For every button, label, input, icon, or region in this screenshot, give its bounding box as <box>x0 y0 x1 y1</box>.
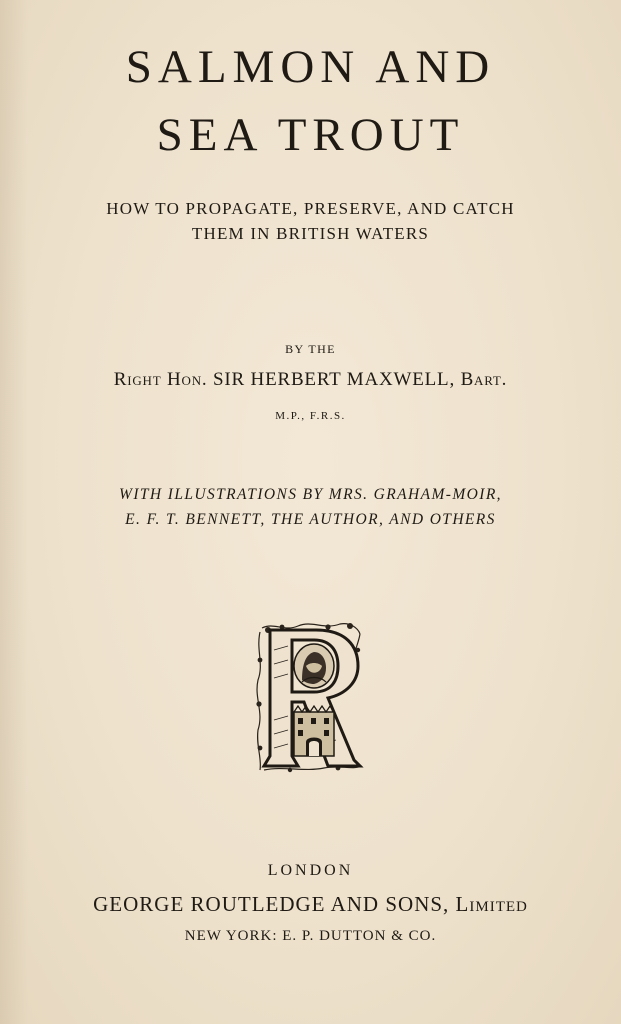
title-line-1: SALMON AND <box>125 41 496 93</box>
publisher-name: GEORGE ROUTLEDGE AND SONS, <box>93 892 450 916</box>
subtitle-line-2: THEM IN BRITISH WATERS <box>191 224 430 243</box>
publisher-monogram-r-icon <box>254 620 366 774</box>
author-credentials: M.P., F.R.S. <box>275 410 346 422</box>
title-line-2: SEA TROUT <box>156 109 465 161</box>
illustrations-line-1: WITH ILLUSTRATIONS BY MRS. GRAHAM-MOIR, <box>119 486 502 503</box>
author-suffix: Bart. <box>460 369 508 390</box>
byline: BY THE <box>285 342 336 356</box>
imprint-publisher <box>0 892 621 917</box>
publisher-suffix: Limited <box>455 892 528 916</box>
author-name <box>0 369 621 391</box>
author-main-name: SIR HERBERT MAXWELL, <box>213 369 456 390</box>
subtitle-line-1: HOW TO PROPAGATE, PRESERVE, AND CATCH <box>106 199 515 218</box>
imprint-newyork: NEW YORK: E. P. DUTTON & CO. <box>184 928 437 944</box>
imprint-city: LONDON <box>267 862 354 879</box>
author-prefix: Right Hon. <box>113 369 208 390</box>
illustrations-line-2: E. F. T. BENNETT, THE AUTHOR, AND OTHERS <box>125 511 496 528</box>
